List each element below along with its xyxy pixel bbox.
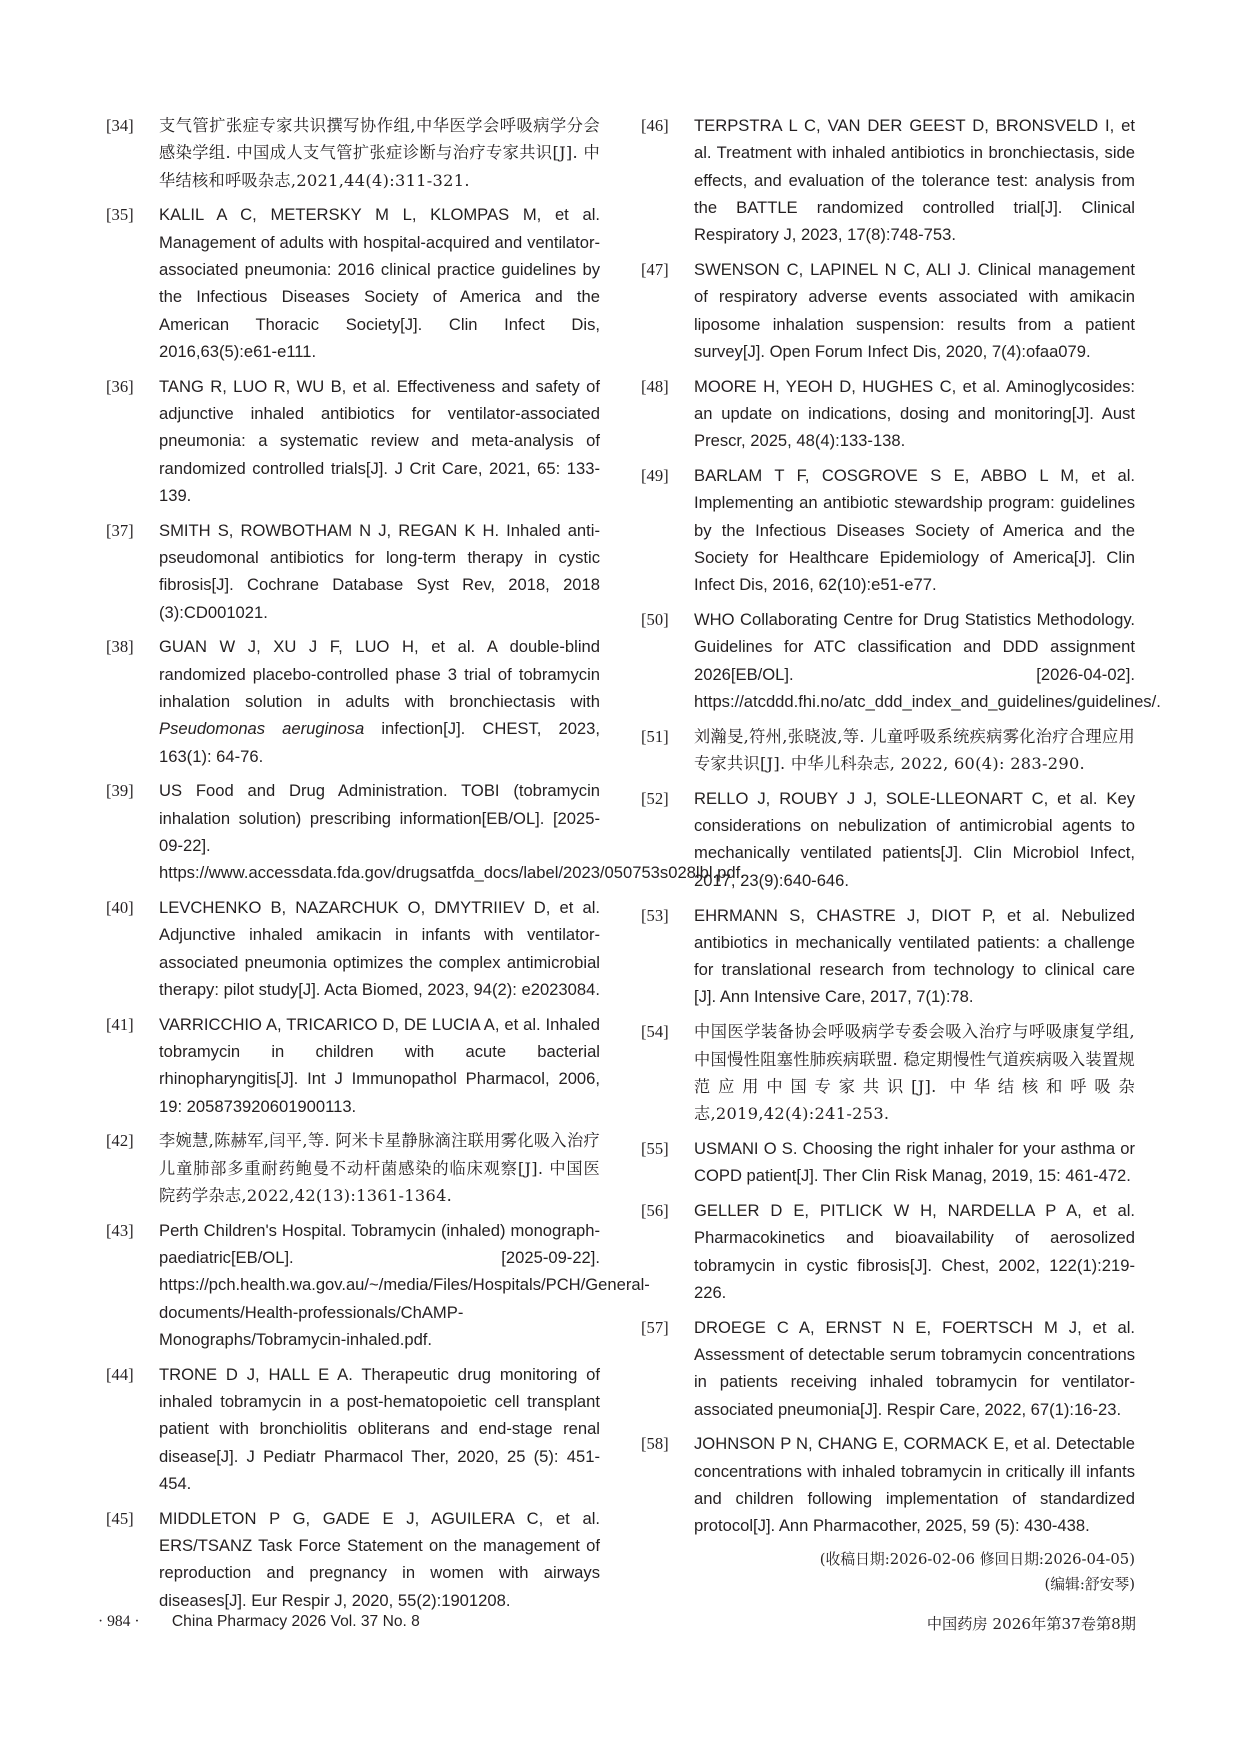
- reference-number: [51]: [641, 726, 669, 746]
- reference-item: [641, 1018, 1135, 1127]
- reference-text: US Food and Drug Administration. TOBI (tobramycin inhalation solution) prescribing information[EB/OL]. [2025-09-22]. https://www.accessdata.fda.gov/drugsatfda_docs/label/2023/050753s028lbl.pdf.: [159, 781, 745, 883]
- reference-number: [57]: [641, 1317, 669, 1337]
- reference-text: LEVCHENKO B, NAZARCHUK O, DMYTRIIEV D, et al. Adjunctive inhaled amikacin in infants with ventilator-associated pneumonia optimizes the complex antimicrobial therapy: pilot study[J]. Acta Biomed, 2023, 94(2): e2023084.: [159, 898, 600, 999]
- reference-text: JOHNSON P N, CHANG E, CORMACK E, et al. Detectable concentrations with inhaled tobramycin in critically ill infants and children following implementation of standardized protocol[J]. Ann Pharmacother, 2025, 59 (5): 430-438.: [694, 1434, 1135, 1536]
- reference-item: [641, 902, 1135, 1011]
- reference-number: [58]: [641, 1434, 669, 1454]
- reference-item: [641, 785, 1135, 894]
- reference-text: USMANI O S. Choosing the right inhaler for your asthma or COPD patient[J]. Ther Clin Risk Manag, 2019, 15: 461-472.: [694, 1138, 1135, 1186]
- reference-text: SWENSON C, LAPINEL N C, ALI J. Clinical management of respiratory adverse events associated with amikacin liposome inhalation suspension: results from a patient survey[J]. Open Forum Infect Dis, 2020, 7(4):ofaa079.: [694, 259, 1135, 361]
- reference-text: TERPSTRA L C, VAN DER GEEST D, BRONSVELD I, et al. Treatment with inhaled antibiotics in bronchiectasis, side effects, and evaluation of the tolerance test: analysis from the BATTLE randomized controlled trial[J]. Clinical Respiratory J, 2023, 17(8):748-753.: [694, 116, 1135, 245]
- reference-text: GELLER D E, PITLICK W H, NARDELLA P A, et al. Pharmacokinetics and bioavailability of aerosolized tobramycin in cystic fibrosis[J]. Chest, 2002, 122(1):219-226.: [694, 1200, 1135, 1302]
- reference-number: [34]: [106, 116, 134, 135]
- reference-number: [49]: [641, 466, 669, 486]
- journal-name-en: China Pharmacy 2026 Vol. 37 No. 8: [171, 1613, 420, 1630]
- reference-number: [48]: [641, 376, 669, 396]
- reference-number: [55]: [641, 1138, 669, 1158]
- reference-item: [106, 1127, 600, 1209]
- editor-credit: (编辑:舒安琴): [1044, 1576, 1135, 1594]
- reference-number: [46]: [641, 116, 669, 135]
- reference-list-right: [641, 112, 1161, 1540]
- reference-text: MIDDLETON P G, GADE E J, AGUILERA C, et al. ERS/TSANZ Task Force Statement on the management of reproduction and pregnancy in women with airways diseases[J]. Eur Respir J, 2020, 55(2):1901208.: [159, 1508, 600, 1610]
- reference-item: [641, 256, 1135, 365]
- reference-item: [641, 112, 1135, 248]
- reference-item: [641, 462, 1135, 598]
- reference-item: [106, 201, 600, 365]
- reference-number: [36]: [106, 376, 134, 396]
- reference-column-right: [641, 112, 1161, 1597]
- reference-text: 李婉慧,陈赫军,闫平,等. 阿米卡星静脉滴注联用雾化吸入治疗儿童肺部多重耐药鲍曼不动杆菌感染的临床观察[J]. 中国医院药学杂志,2022,42(13):1361-1364.: [159, 1131, 600, 1205]
- footer-left: [98, 1613, 420, 1631]
- reference-text: GUAN W J, XU J F, LUO H, et al. A double-blind randomized placebo-controlled phase 3 trial of tobramycin inhalation solution in adults with bronchiectasis with Pseudomonas aeruginosa infection[J]. CHEST, 2023, 163(1): 64-76.: [159, 637, 600, 766]
- reference-text: TRONE D J, HALL E A. Therapeutic drug monitoring of inhaled tobramycin in a post-hematopoietic cell transplant patient with bronchiolitis obliterans and end-stage renal disease[J]. J Pediatr Pharmacol Ther, 2020, 25 (5): 451-454.: [159, 1364, 600, 1493]
- reference-item: [106, 1217, 650, 1353]
- reference-text: 支气管扩张症专家共识撰写协作组,中华医学会呼吸病学分会感染学组. 中国成人支气管扩张症诊断与治疗专家共识[J]. 中华结核和呼吸杂志,2021,44(4):311-321.: [159, 116, 600, 190]
- reference-text: MOORE H, YEOH D, HUGHES C, et al. Aminoglycosides: an update on indications, dosing and monitoring[J]. Aust Prescr, 2025, 48(4):133-138.: [694, 376, 1135, 451]
- reference-text: EHRMANN S, CHASTRE J, DIOT P, et al. Nebulized antibiotics in mechanically ventilated patients: a challenge for translational research from technology to clinical care [J]. Ann Intensive Care, 2017, 7(1):78.: [694, 905, 1135, 1007]
- reference-number: [43]: [106, 1220, 134, 1240]
- journal-name-cn: 中国药房 2026年第37卷第8期: [926, 1615, 1136, 1633]
- reference-item: [641, 1197, 1135, 1306]
- reference-item: [106, 517, 600, 626]
- reference-number: [40]: [106, 898, 134, 918]
- reference-item: [106, 1011, 600, 1120]
- reference-number: [52]: [641, 788, 669, 808]
- reference-text: SMITH S, ROWBOTHAM N J, REGAN K H. Inhaled anti-pseudomonal antibiotics for long-term therapy in cystic fibrosis[J]. Cochrane Database Syst Rev, 2018, 2018 (3):CD001021.: [159, 520, 600, 622]
- reference-item: [106, 1505, 600, 1614]
- reference-number: [56]: [641, 1200, 669, 1220]
- reference-item: [641, 1314, 1135, 1423]
- reference-text: 中国医学装备协会呼吸病学专委会吸入治疗与呼吸康复学组,中国慢性阻塞性肺疾病联盟. 稳定期慢性气道疾病吸入装置规范应用中国专家共识[J]. 中华结核和呼吸杂志,2019,42(4):241-253.: [694, 1022, 1135, 1124]
- reference-number: [39]: [106, 781, 134, 801]
- reference-number: [45]: [106, 1508, 134, 1528]
- reference-text: DROEGE C A, ERNST N E, FOERTSCH M J, et al. Assessment of detectable serum tobramycin concentrations in patients receiving inhaled tobramycin for ventilator-associated pneumonia[J]. Respir Care, 2022, 67(1):16-23.: [694, 1317, 1135, 1419]
- reference-text: TANG R, LUO R, WU B, et al. Effectiveness and safety of adjunctive inhaled antibiotics for ventilator-associated pneumonia: a systematic review and meta-analysis of randomized controlled trials[J]. J Crit Care, 2021, 65: 133-139.: [159, 376, 600, 505]
- reference-number: [41]: [106, 1014, 134, 1034]
- reference-number: [38]: [106, 637, 134, 657]
- reference-item: [641, 373, 1135, 455]
- received-revised-dates: (收稿日期:2026-02-06 修回日期:2026-04-05): [819, 1551, 1135, 1569]
- reference-item: [641, 723, 1135, 778]
- reference-item: [641, 1430, 1135, 1539]
- reference-item: [106, 633, 600, 769]
- article-history: [641, 1547, 1135, 1597]
- reference-item: [106, 373, 600, 509]
- species-name: Pseudomonas aeruginosa: [159, 719, 365, 739]
- reference-item: [106, 894, 600, 1003]
- reference-item: [106, 112, 600, 194]
- reference-number: [53]: [641, 905, 669, 925]
- reference-number: [47]: [641, 259, 669, 279]
- reference-number: [44]: [106, 1364, 134, 1384]
- reference-text: 刘瀚旻,符州,张晓波,等. 儿童呼吸系统疾病雾化治疗合理应用专家共识[J]. 中华儿科杂志, 2022, 60(4): 283-290.: [694, 726, 1135, 774]
- reference-item: [641, 606, 1161, 715]
- reference-text: WHO Collaborating Centre for Drug Statistics Methodology. Guidelines for ATC classification and DDD assignment 2026[EB/OL]. [2026-04-02]. https://atcddd.fhi.no/atc_ddd_index_and_guidelines/guidelines/.: [694, 610, 1161, 711]
- reference-number: [35]: [106, 205, 134, 225]
- reference-text: VARRICCHIO A, TRICARICO D, DE LUCIA A, et al. Inhaled tobramycin in children with acute bacterial rhinopharyngitis[J]. Int J Immunopathol Pharmacol, 2006, 19: 205873920601900113.: [159, 1014, 600, 1116]
- reference-item: [641, 1135, 1135, 1190]
- page-number: · 984 ·: [98, 1613, 140, 1630]
- reference-text: Perth Children's Hospital. Tobramycin (inhaled) monograph-paediatric[EB/OL]. [2025-09-22]. https://pch.health.wa.gov.au/~/media/Files/Hospitals/PCH/General-documents/Health-professionals/ChAMP-Monographs/Tobramycin-inhaled.pdf.: [159, 1220, 650, 1349]
- reference-number: [50]: [641, 610, 669, 630]
- reference-text: KALIL A C, METERSKY M L, KLOMPAS M, et al. Management of adults with hospital-acquired and ventilator-associated pneumonia: 2016 clinical practice guidelines by the Infectious Diseases Society of America and the American Thoracic Society[J]. Clin Infect Dis, 2016,63(5):e61-e111.: [159, 205, 600, 361]
- reference-number: [42]: [106, 1131, 134, 1151]
- reference-number: [54]: [641, 1022, 669, 1042]
- reference-item: [106, 1361, 600, 1497]
- reference-text: BARLAM T F, COSGROVE S E, ABBO L M, et al. Implementing an antibiotic stewardship program: guidelines by the Infectious Diseases Society of America and the Society for Healthcare Epidemiology of America[J]. Clin Infect Dis, 2016, 62(10):e51-e77.: [694, 466, 1135, 595]
- reference-text: RELLO J, ROUBY J J, SOLE-LLEONART C, et al. Key considerations on nebulization of antimicrobial agents to mechanically ventilated patients[J]. Clin Microbiol Infect, 2017, 23(9):640-646.: [694, 788, 1135, 890]
- reference-number: [37]: [106, 520, 134, 540]
